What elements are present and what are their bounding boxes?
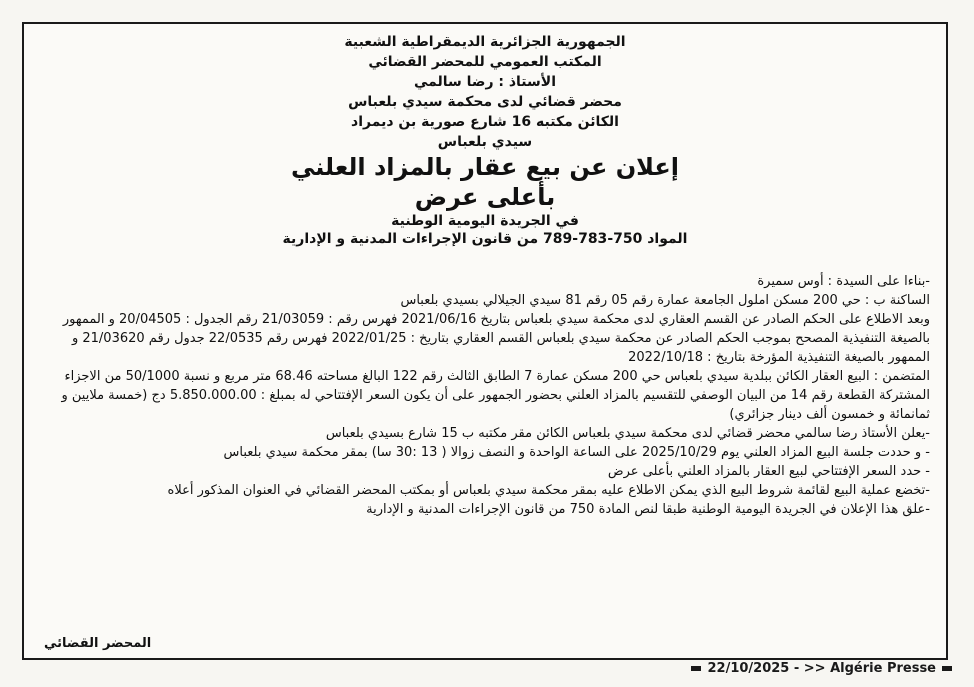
body-paragraph: - و حددت جلسة البيع المزاد العلني يوم 2025/10/29 على الساعة الواحدة و النصف زوالا ( 13 :30 سا) بمقر محكمة سيدي بلعباس bbox=[223, 445, 930, 460]
body-paragraph: -بناءا على السيدة : أوس سميرة bbox=[757, 274, 930, 289]
footer-bar-right bbox=[942, 666, 952, 671]
header-republic: الجمهورية الجزائرية الديمقراطية الشعبية bbox=[344, 34, 626, 50]
header-block bbox=[24, 32, 946, 248]
announcement-body bbox=[40, 272, 930, 519]
header-bailiff-name: الأستاذ : رضا سالمي bbox=[413, 74, 557, 90]
body-paragraph: وبعد الاطلاع على الحكم الصادر عن القسم العقاري لدى محكمة سيدي بلعباس بتاريخ 2021/06/16 فهرس رقم : 21/03059 رقم الجدول : 20/04505 و الممهور بالصيغة التنفيذية المصحح بموجب الحكم الصادر عن محكمة سيدي بلعباس القسم العقاري بتاريخ : 2022/01/25 فهرس رقم 22/0535 جدول رقم 21/03620 و الممهور بالصيغة التنفيذية المؤرخة بتاريخ : 2022/10/18 bbox=[62, 312, 930, 365]
body-paragraph: -علق هذا الإعلان في الجريدة اليومية الوطنية طبقا لنص المادة 750 من قانون الإجراءات المدنية و الإدارية bbox=[366, 502, 930, 517]
body-paragraph: المتضمن : البيع العقار الكائن ببلدية سيدي بلعباس حي 200 مسكن عمارة 7 الطابق الثالث رقم 122 البالغ مساحته 68.46 متر مربع و نسبة 50/1000 من الاجزاء المشتركة القطعة رقم 14 من البيان الوصفي للتقسيم بالمزاد العلني بحضور الجمهور على أن يكون السعر الإفتتاحي له بمبلغ : 5.850.000.00 دج (خمسة ملايين و ثمانمائة و خمسون ألف دينار جزائري) bbox=[61, 369, 930, 422]
body-paragraph: -يعلن الأستاذ رضا سالمي محضر قضائي لدى محكمة سيدي بلعباس الكائن مقر مكتبه ب 15 شارع بسيدي بلعباس bbox=[325, 426, 930, 441]
header-office: المكتب العمومي للمحضر القضائي bbox=[368, 54, 602, 70]
header-city: سيدي بلعباس bbox=[437, 134, 533, 150]
footer-bar-left bbox=[691, 666, 701, 671]
footer bbox=[691, 660, 952, 676]
subtitle-newspaper: في الجريدة اليومية الوطنية bbox=[391, 213, 579, 229]
footer-source: 22/10/2025 - >> Algérie Presse bbox=[707, 660, 936, 676]
title-main-line2: بأعلى عرض bbox=[414, 183, 556, 211]
announcement-frame bbox=[22, 22, 948, 660]
header-address: الكائن مكتبه 16 شارع صورية بن ديمراد bbox=[351, 114, 619, 130]
subtitle-articles: المواد 750-783-789 من قانون الإجراءات المدنية و الإدارية bbox=[282, 231, 688, 247]
body-paragraph: - حدد السعر الإفتتاحي لبيع العقار بالمزاد العلني بأعلى عرض bbox=[607, 464, 930, 479]
body-paragraph: -تخضع عملية البيع لقائمة شروط البيع الذي يمكن الاطلاع عليه بمقر محكمة سيدي بلعباس أو بمكتب المحضر القضائي في العنوان المذكور أعلاه bbox=[167, 483, 930, 498]
body-paragraph: الساكنة ب : حي 200 مسكن املول الجامعة عمارة رقم 05 رقم 81 سيدي الجيلالي بسيدي بلعباس bbox=[400, 293, 930, 308]
signature: المحضر القضائي bbox=[44, 636, 152, 651]
title-main-line1: إعلان عن بيع عقار بالمزاد العلني bbox=[290, 153, 680, 181]
header-court: محضر قضائي لدى محكمة سيدي بلعباس bbox=[348, 94, 622, 110]
